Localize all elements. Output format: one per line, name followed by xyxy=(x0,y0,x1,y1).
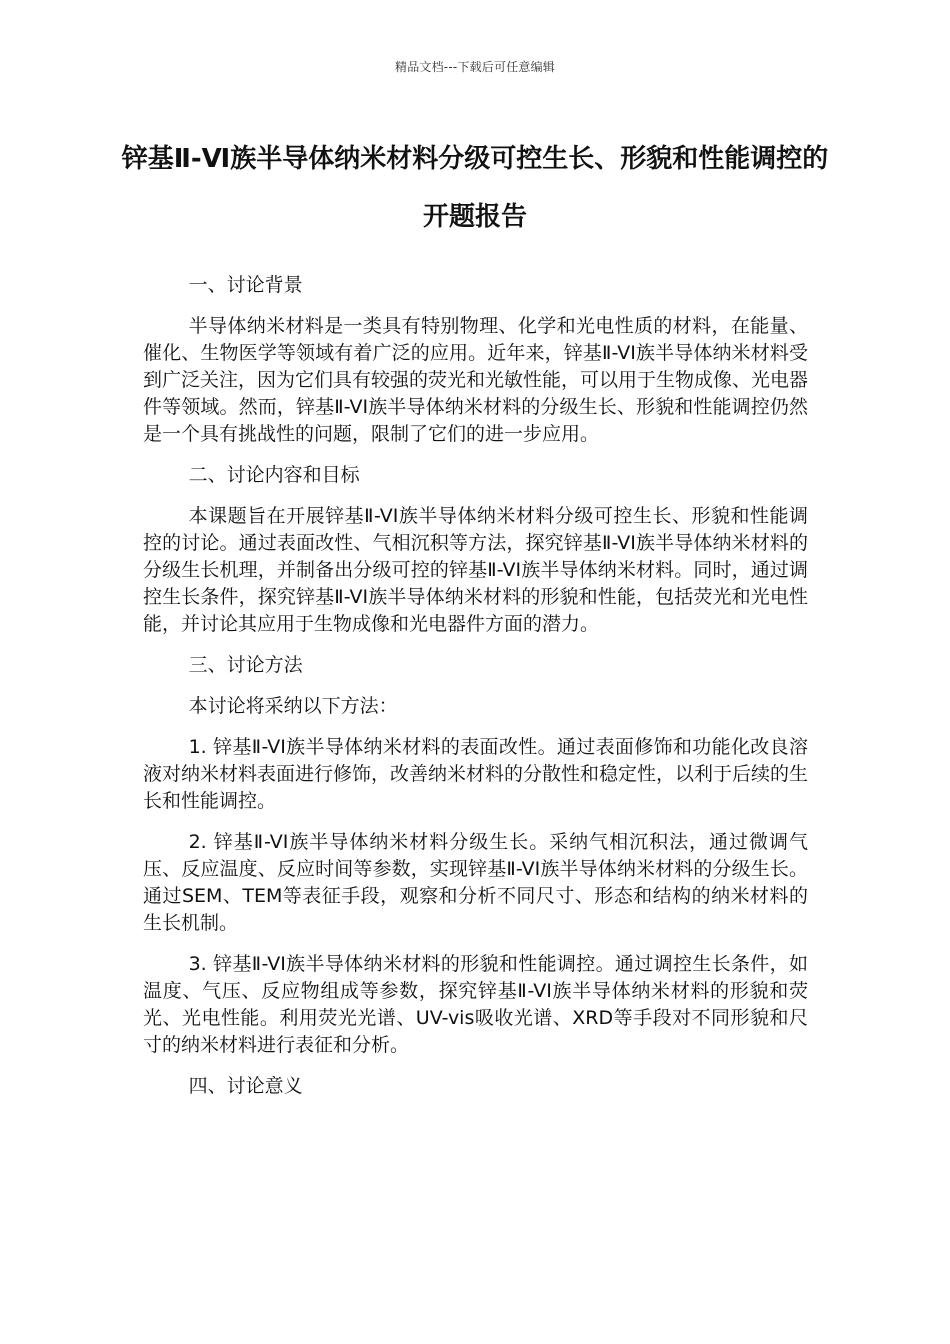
section-heading-background: 一、讨论背景 xyxy=(188,274,303,296)
section-heading-significance: 四、讨论意义 xyxy=(188,1075,303,1097)
section-heading-methods: 三、讨论方法 xyxy=(188,654,303,676)
method-item-1: 1. 锌基Ⅱ-VI族半导体纳米材料的表面改性。通过表面修饰和功能化改良溶液对纳米材料表面进行修饰，改善纳米材料的分散性和稳定性，以利于后续的生长和性能调控。 xyxy=(143,736,809,812)
method-item-3: 3. 锌基Ⅱ-VI族半导体纳米材料的形貌和性能调控。通过调控生长条件，如温度、气压、反应物组成等参数，探究锌基Ⅱ-VI族半导体纳米材料的形貌和荧光、光电性能。利用荧光光谱、UV-vis吸收光谱、XRD等手段对不同形貌和尺寸的纳米材料进行表征和分析。 xyxy=(143,953,808,1056)
section-heading-content-goals: 二、讨论内容和目标 xyxy=(188,464,360,486)
paragraph-background: 半导体纳米材料是一类具有特别物理、化学和光电性质的材料，在能量、催化、生物医学等领域有着广泛的应用。近年来，锌基Ⅱ-VI族半导体纳米材料受到广泛关注，因为它们具有较强的荧光和光敏性能，可以用于生物成像、光电器件等领域。然而，锌基Ⅱ-VI族半导体纳米材料的分级生长、形貌和性能调控仍然是一个具有挑战性的问题，限制了它们的进一步应用。 xyxy=(143,315,809,445)
method-item-2: 2. 锌基Ⅱ-VI族半导体纳米材料分级生长。采纳气相沉积法，通过微调气压、反应温度、反应时间等参数，实现锌基Ⅱ-VI族半导体纳米材料的分级生长。通过SEM、TEM等表征手段，观察和分析不同尺寸、形态和结构的纳米材料的生长机制。 xyxy=(143,831,808,934)
paragraph-methods-intro: 本讨论将采纳以下方法： xyxy=(188,695,398,717)
paragraph-content-goals: 本课题旨在开展锌基Ⅱ-VI族半导体纳米材料分级可控生长、形貌和性能调控的讨论。通过表面改性、气相沉积等方法，探究锌基Ⅱ-VI族半导体纳米材料的分级生长机理，并制备出分级可控的锌基Ⅱ-VI族半导体纳米材料。同时，通过调控生长条件，探究锌基Ⅱ-VI族半导体纳米材料的形貌和性能，包括荧光和光电性能，并讨论其应用于生物成像和光电器件方面的潜力。 xyxy=(143,505,808,635)
header-note: 精品文档---下载后可任意编辑 xyxy=(395,60,555,74)
document-title: 锌基Ⅱ-Ⅵ族半导体纳米材料分级可控生长、形貌和性能调控的开题报告 xyxy=(121,144,829,232)
document-body xyxy=(143,272,808,1114)
